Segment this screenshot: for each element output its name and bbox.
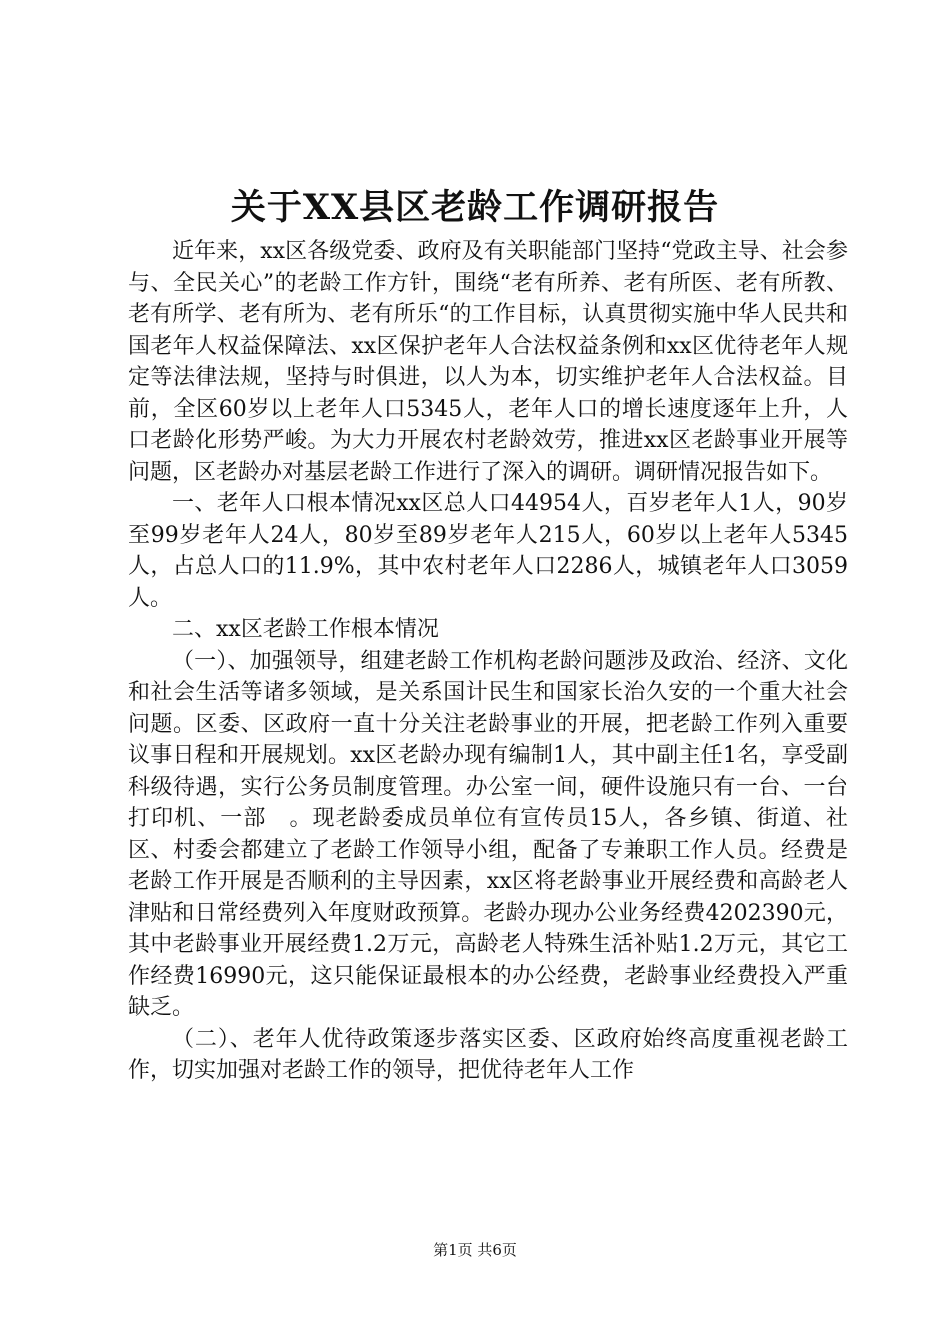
paragraph-population: 一、老年人口根本情况xx区总人口44954人，百岁老年人1人，90岁至99岁老年人24人，80岁至89岁老年人215人，60岁以上老年人5345人，占总人口的11.9%，其中农村老年人口2286人，城镇老年人口3059人。 [128, 491, 848, 611]
page-footer: 第1页 共6页 [433, 1241, 517, 1259]
document-body [128, 236, 848, 1087]
paragraph-leadership: （一）、加强领导，组建老龄工作机构老龄问题涉及政治、经济、文化和社会生活等诸多领域，是关系国计民生和国家长治久安的一个重大社会问题。区委、区政府一直十分关注老龄事业的开展，把老龄工作列入重要议事日程和开展规划。xx区老龄办现有编制1人，其中副主任1名，享受副科级待遇，实行公务员制度管理。办公室一间，硬件设施只有一台、一台打印机、一部 。现老龄委成员单位有宣传员15人，各乡镇、街道、社区、村委会都建立了老龄工作领导小组，配备了专兼职工作人员。经费是老龄工作开展是否顺利的主导因素，xx区将老龄事业开展经费和高龄老人津贴和日常经费列入年度财政预算。老龄办现办公业务经费4202390元，其中老龄事业开展经费1.2万元，高龄老人特殊生活补贴1.2万元，其它工作经费16990元，这只能保证最根本的办公经费，老龄事业经费投入严重缺乏。 [128, 648, 848, 1020]
document-title: 关于XX县区老龄工作调研报告 [230, 187, 720, 228]
paragraph-intro: 近年来，xx区各级党委、政府及有关职能部门坚持“党政主导、社会参与、全民关心”的老龄工作方针，围绕“老有所养、老有所医、老有所教、老有所学、老有所为、老有所乐“的工作目标，认真贯彻实施中华人民共和国老年人权益保障法、xx区保护老年人合法权益条例和xx区优待老年人规定等法律法规，坚持与时俱进，以人为本，切实维护老年人合法权益。目前，全区60岁以上老年人口5345人，老年人口的增长速度逐年上升，人口老龄化形势严峻。为大力开展农村老龄效劳，推进xx区老龄事业开展等问题，区老龄办对基层老龄工作进行了深入的调研。调研情况报告如下。 [128, 239, 848, 485]
paragraph-policy: （二）、老年人优待政策逐步落实区委、区政府始终高度重视老龄工作，切实加强对老龄工作的领导，把优待老年人工作 [128, 1026, 848, 1083]
paragraph-heading-work: 二、xx区老龄工作根本情况 [172, 617, 439, 642]
